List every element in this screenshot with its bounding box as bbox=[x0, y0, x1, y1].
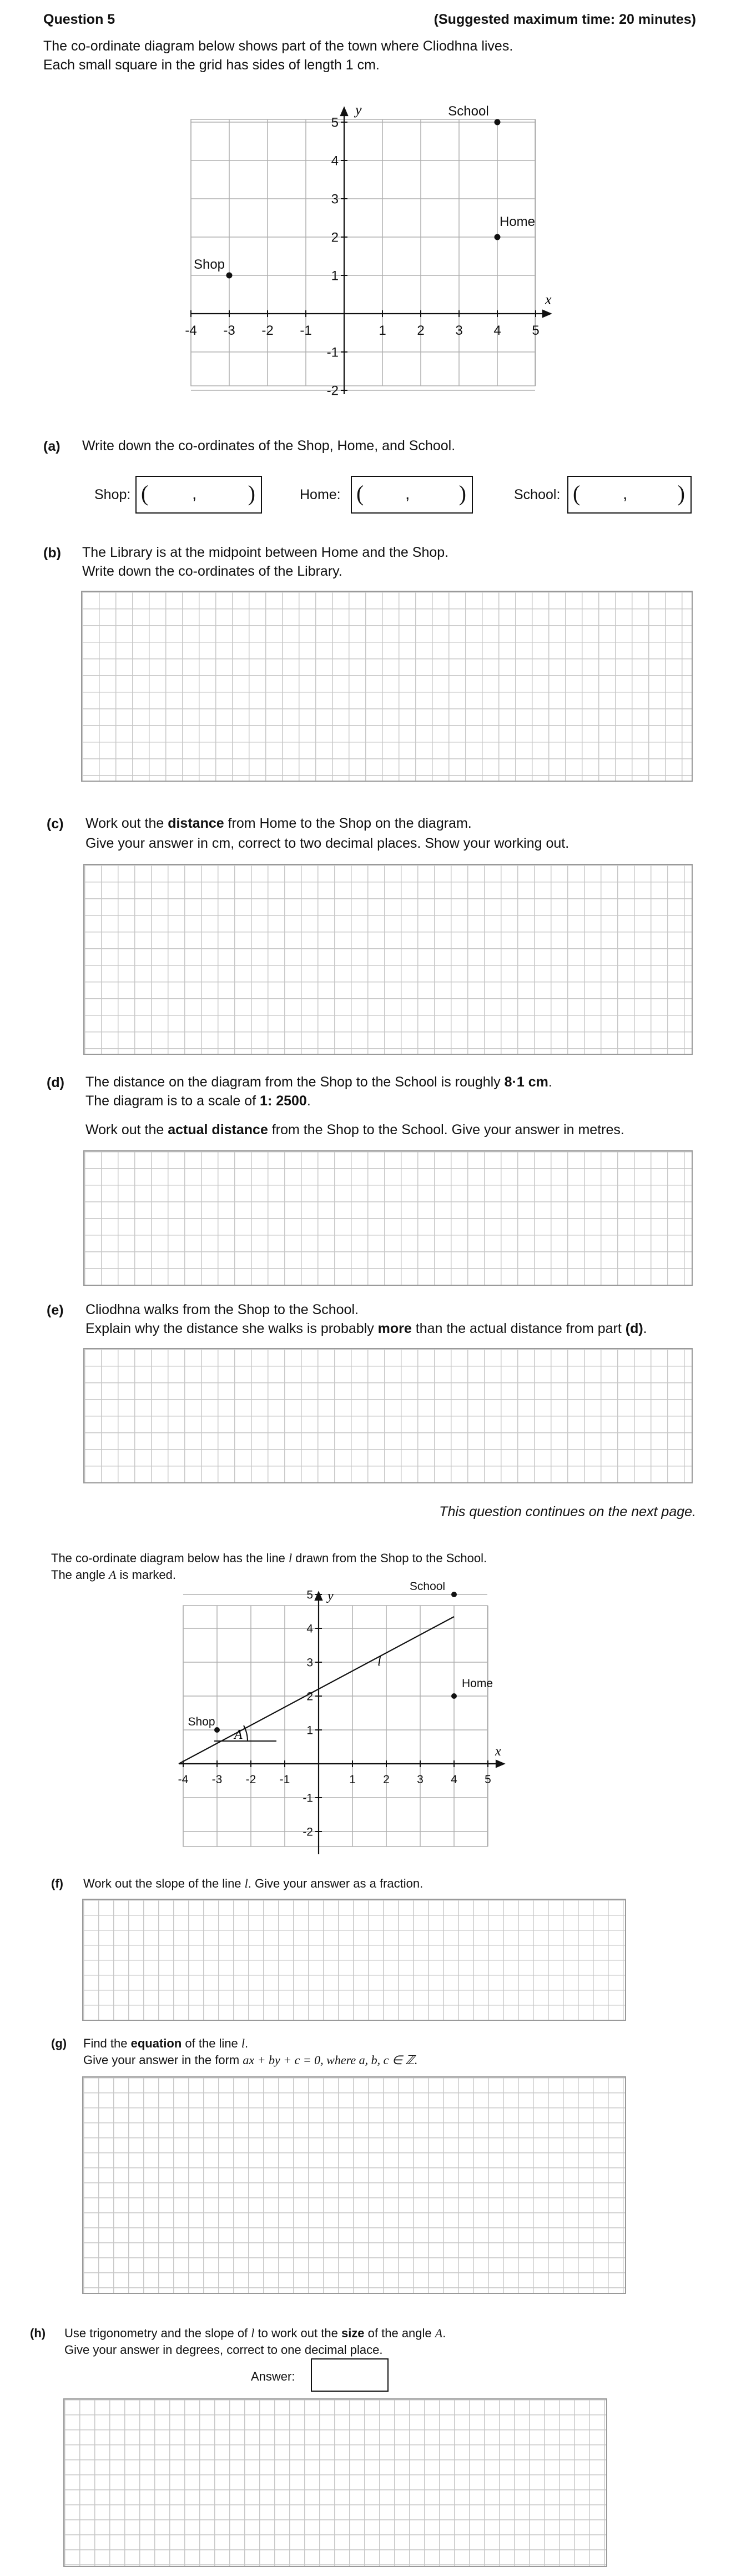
diagram1-point-school bbox=[495, 119, 501, 125]
diagram2-y-tick-label: -2 bbox=[303, 1825, 313, 1839]
answer-box[interactable] bbox=[311, 2358, 389, 2392]
diagram-1-y-axis-label: y bbox=[355, 102, 362, 118]
working-grid-d[interactable] bbox=[83, 1150, 693, 1286]
coordinate-diagram-2 bbox=[0, 1582, 746, 1860]
open-paren: ( bbox=[141, 481, 149, 506]
diagram-2-grid bbox=[183, 1594, 488, 1847]
part-h-line-1: Use trigonometry and the slope of l to work out the size of the angle A. bbox=[64, 2326, 446, 2340]
part-a-label: (a) bbox=[43, 439, 61, 454]
part-h-label: (h) bbox=[30, 2326, 46, 2340]
diagram2-point-home bbox=[451, 1693, 457, 1699]
diagram2-x-tick-label: 2 bbox=[383, 1773, 390, 1786]
diagram1-y-tick-label: -2 bbox=[326, 383, 339, 399]
diagram2-point-school bbox=[451, 1592, 457, 1597]
diagram1-x-tick-label: -3 bbox=[223, 323, 235, 338]
diagram2-y-tick-label: 2 bbox=[306, 1690, 313, 1703]
diagram1-y-tick-label: 5 bbox=[331, 115, 339, 130]
continues-note: This question continues on the next page. bbox=[439, 1504, 696, 1520]
diagram2-y-tick-label: 1 bbox=[306, 1724, 313, 1737]
part-c-label: (c) bbox=[47, 816, 64, 832]
diagram-1-axes bbox=[191, 108, 551, 394]
part-g-line-1: Find the equation of the line l. bbox=[83, 2036, 249, 2050]
open-paren: ( bbox=[573, 481, 581, 506]
diagram2-x-tick-label: -2 bbox=[245, 1773, 256, 1786]
diagram2-x-tick-label: -1 bbox=[279, 1773, 290, 1786]
part-g-label: (g) bbox=[51, 2036, 67, 2050]
part-h-line-2: Give your answer in degrees, correct to one decimal place. bbox=[64, 2343, 383, 2357]
part-f-label: (f) bbox=[51, 1876, 63, 1890]
diagram2-x-tick-label: 4 bbox=[451, 1773, 457, 1786]
diagram1-x-tick-label: -4 bbox=[185, 323, 197, 338]
diagram2-point-label-home: Home bbox=[462, 1677, 493, 1690]
comma: , bbox=[405, 485, 410, 503]
diagram-2-x-axis-label: x bbox=[495, 1744, 501, 1759]
diagram1-point-home bbox=[495, 234, 501, 240]
diagram2-point-label-shop: Shop bbox=[188, 1715, 215, 1728]
diagram1-y-tick-label: 1 bbox=[331, 268, 339, 284]
page2-intro-line-1: The co-ordinate diagram below has the line l drawn from the Shop to the School. bbox=[51, 1551, 487, 1565]
working-grid-e[interactable] bbox=[83, 1348, 693, 1483]
diagram1-point-label-home: Home bbox=[500, 214, 536, 229]
open-paren: ( bbox=[356, 481, 364, 506]
part-d-line-3: Work out the actual distance from the Shop to the School. Give your answer in metres. bbox=[85, 1122, 624, 1138]
coordinate-diagram-1 bbox=[0, 94, 746, 405]
suggested-time: (Suggested maximum time: 20 minutes) bbox=[434, 12, 696, 27]
line-l bbox=[179, 1617, 454, 1764]
diagram1-x-tick-label: 2 bbox=[417, 323, 425, 338]
intro-line-2: Each small square in the grid has sides of length 1 cm. bbox=[43, 57, 380, 73]
page2-intro-line-2: The angle A is marked. bbox=[51, 1568, 177, 1582]
part-e-line-2: Explain why the distance she walks is probably more than the actual distance from part (d). bbox=[85, 1321, 647, 1336]
close-paren: ) bbox=[677, 481, 685, 506]
part-g-line-2: Give your answer in the form ax + by + c = 0, where a, b, c ∈ ℤ. bbox=[83, 2053, 418, 2067]
diagram-2-y-axis-label: y bbox=[327, 1589, 334, 1603]
part-b-line-2: Write down the co-ordinates of the Library. bbox=[82, 564, 342, 579]
diagram-2-axes bbox=[179, 1592, 504, 1854]
part-d-line-1: The distance on the diagram from the Shop to the School is roughly 8·1 cm. bbox=[85, 1074, 552, 1090]
diagram1-x-tick-label: 4 bbox=[493, 323, 501, 338]
part-b-label: (b) bbox=[43, 545, 61, 561]
diagram2-x-tick-label: 5 bbox=[485, 1773, 491, 1786]
diagram-1-grid bbox=[191, 119, 536, 390]
diagram2-point-label-school: School bbox=[409, 1582, 446, 1593]
part-d-label: (d) bbox=[47, 1075, 64, 1090]
diagram2-y-tick-label: 5 bbox=[306, 1588, 313, 1602]
comma: , bbox=[623, 485, 628, 503]
shop-answer-label: Shop: bbox=[94, 487, 131, 502]
part-e-label: (e) bbox=[47, 1302, 64, 1318]
part-a-text: Write down the co-ordinates of the Shop, Home, and School. bbox=[82, 438, 456, 454]
home-answer-box[interactable] bbox=[351, 476, 473, 514]
school-answer-label: School: bbox=[514, 487, 561, 502]
line-l-label: l bbox=[377, 1654, 381, 1669]
diagram1-y-tick-label: 2 bbox=[331, 230, 339, 245]
home-answer-label: Home: bbox=[300, 487, 341, 502]
diagram2-x-tick-label: -4 bbox=[178, 1773, 189, 1786]
diagram1-y-tick-label: -1 bbox=[326, 345, 339, 360]
diagram1-x-tick-label: 1 bbox=[379, 323, 386, 338]
working-grid-c[interactable] bbox=[83, 864, 693, 1055]
diagram1-x-tick-label: -1 bbox=[300, 323, 312, 338]
diagram2-x-tick-label: 3 bbox=[417, 1773, 424, 1786]
diagram1-y-tick-label: 3 bbox=[331, 192, 339, 207]
diagram1-x-tick-label: 3 bbox=[455, 323, 463, 338]
part-b-line-1: The Library is at the midpoint between Home and the Shop. bbox=[82, 545, 449, 560]
angle-a-label: A bbox=[234, 1728, 243, 1742]
diagram-1-x-axis-label: x bbox=[545, 291, 552, 308]
comma: , bbox=[192, 485, 197, 503]
question-number: Question 5 bbox=[43, 12, 115, 27]
part-c-line-2: Give your answer in cm, correct to two decimal places. Show your working out. bbox=[85, 836, 569, 851]
working-grid-b[interactable] bbox=[81, 591, 693, 782]
close-paren: ) bbox=[248, 481, 255, 506]
diagram1-x-tick-label: -2 bbox=[261, 323, 274, 338]
diagram1-point-label-school: School bbox=[448, 104, 489, 119]
diagram2-x-tick-label: -3 bbox=[211, 1773, 223, 1786]
working-grid-f[interactable] bbox=[82, 1899, 626, 2021]
diagram2-y-tick-label: 3 bbox=[306, 1656, 313, 1669]
diagram2-x-tick-label: 1 bbox=[349, 1773, 356, 1786]
diagram1-point-shop bbox=[226, 273, 233, 279]
diagram2-y-tick-label: 4 bbox=[306, 1622, 313, 1636]
part-f-text: Work out the slope of the line l. Give your answer as a fraction. bbox=[83, 1876, 424, 1890]
part-c-line-1: Work out the distance from Home to the Shop on the diagram. bbox=[85, 816, 472, 831]
shop-answer-box[interactable] bbox=[135, 476, 262, 514]
working-grid-h[interactable] bbox=[63, 2398, 607, 2567]
diagram1-x-tick-label: 5 bbox=[532, 323, 540, 338]
working-grid-g[interactable] bbox=[82, 2076, 626, 2294]
intro-line-1: The co-ordinate diagram below shows part of the town where Cliodhna lives. bbox=[43, 38, 513, 54]
diagram1-y-tick-label: 4 bbox=[331, 153, 339, 169]
part-d-line-2: The diagram is to a scale of 1: 2500. bbox=[85, 1093, 311, 1109]
answer-label: Answer: bbox=[251, 2369, 295, 2383]
diagram2-y-tick-label: -1 bbox=[303, 1792, 313, 1805]
part-e-line-1: Cliodhna walks from the Shop to the School. bbox=[85, 1302, 359, 1317]
school-answer-box[interactable] bbox=[567, 476, 692, 514]
close-paren: ) bbox=[458, 481, 466, 506]
diagram1-point-label-shop: Shop bbox=[193, 257, 225, 272]
